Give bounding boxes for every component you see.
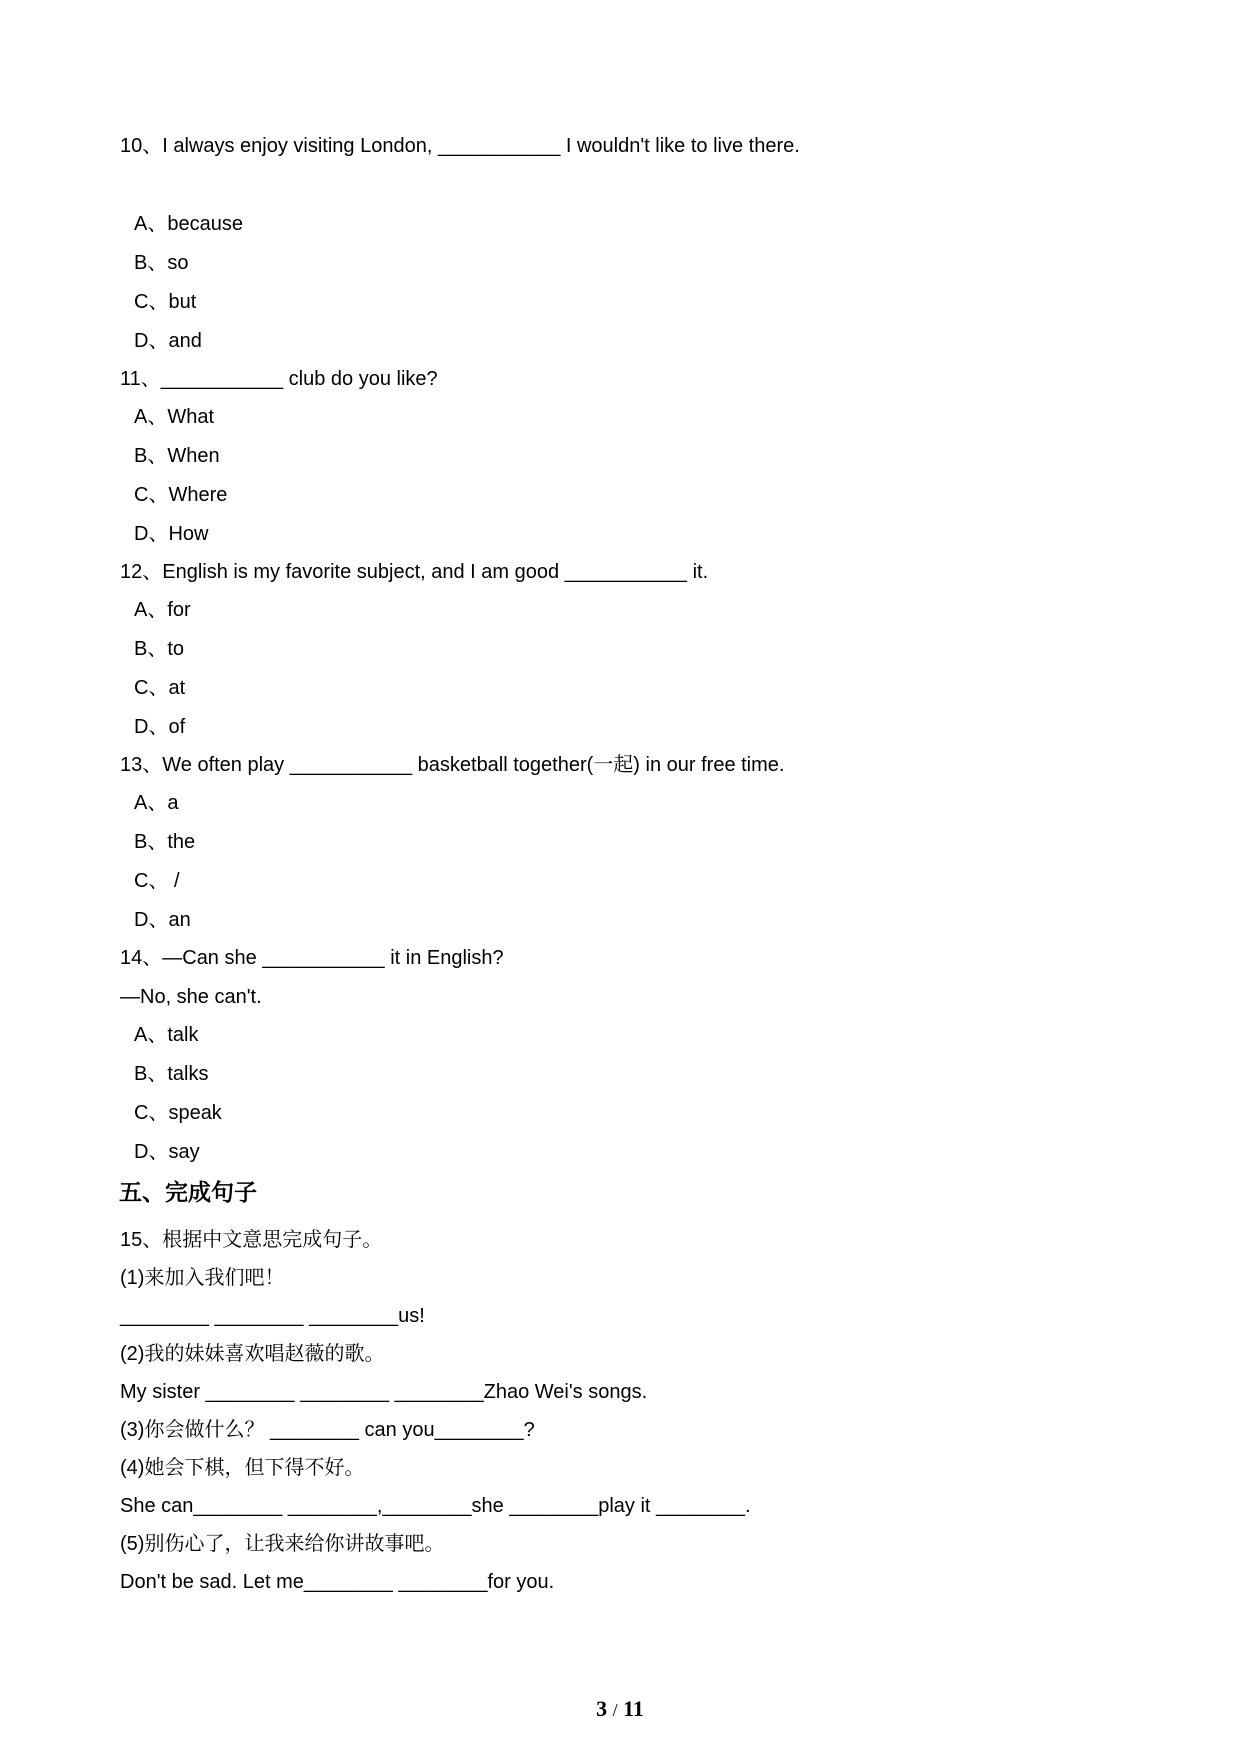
answer-option: D、an [134,909,191,931]
answer-option: B、the [134,831,196,853]
answer-option: D、of [134,716,186,738]
question-line: 13、We often play ___________ basketball together(一起) in our free time. [120,754,785,776]
total-pages: 11 [623,1696,644,1721]
answer-option: C、speak [134,1102,222,1124]
question-line: 14、—Can she ___________ it in English? [120,947,504,969]
question-line: ________ ________ ________us! [120,1305,425,1327]
answer-option: D、How [134,523,209,545]
question-line: 11、___________ club do you like? [120,368,438,390]
answer-option: D、say [134,1141,200,1163]
answer-option: C、but [134,291,197,313]
question-line: Don't be sad. Let me________ ________for you. [120,1571,555,1593]
answer-option: C、at [134,677,186,699]
answer-option: B、so [134,252,189,274]
question-line: 15、根据中文意思完成句子。 [120,1229,383,1251]
current-page: 3 [596,1696,608,1721]
question-line: (5)别伤心了，让我来给你讲故事吧。 [120,1533,445,1555]
answer-option: B、When [134,445,220,467]
answer-option: A、What [134,406,215,428]
question-line: (4)她会下棋，但下得不好。 [120,1457,365,1479]
answer-option: C、Where [134,484,228,506]
answer-option: C、 / [134,870,180,892]
question-line: (3)你会做什么？ ________ can you________? [120,1419,535,1441]
answer-option: A、because [134,213,243,235]
question-line: 12、English is my favorite subject, and I am good ___________ it. [120,561,709,583]
question-line: —No, she can't. [120,986,262,1008]
page-separator: / [612,1700,618,1720]
question-line: (2)我的妹妹喜欢唱赵薇的歌。 [120,1343,385,1365]
answer-option: A、a [134,792,179,814]
page-number [0,1696,1240,1722]
question-line: She can________ ________,________she ________play it ________. [120,1495,751,1517]
section-heading: 五、完成句子 [119,1180,257,1206]
answer-option: B、to [134,638,185,660]
answer-option: A、for [134,599,191,621]
answer-option: A、talk [134,1024,199,1046]
question-line: 10、I always enjoy visiting London, ___________ I wouldn't like to live there. [120,135,800,157]
answer-option: B、talks [134,1063,209,1085]
question-line: My sister ________ ________ ________Zhao Wei's songs. [120,1381,648,1403]
answer-option: D、and [134,330,202,352]
question-line: (1)来加入我们吧！ [120,1267,285,1289]
